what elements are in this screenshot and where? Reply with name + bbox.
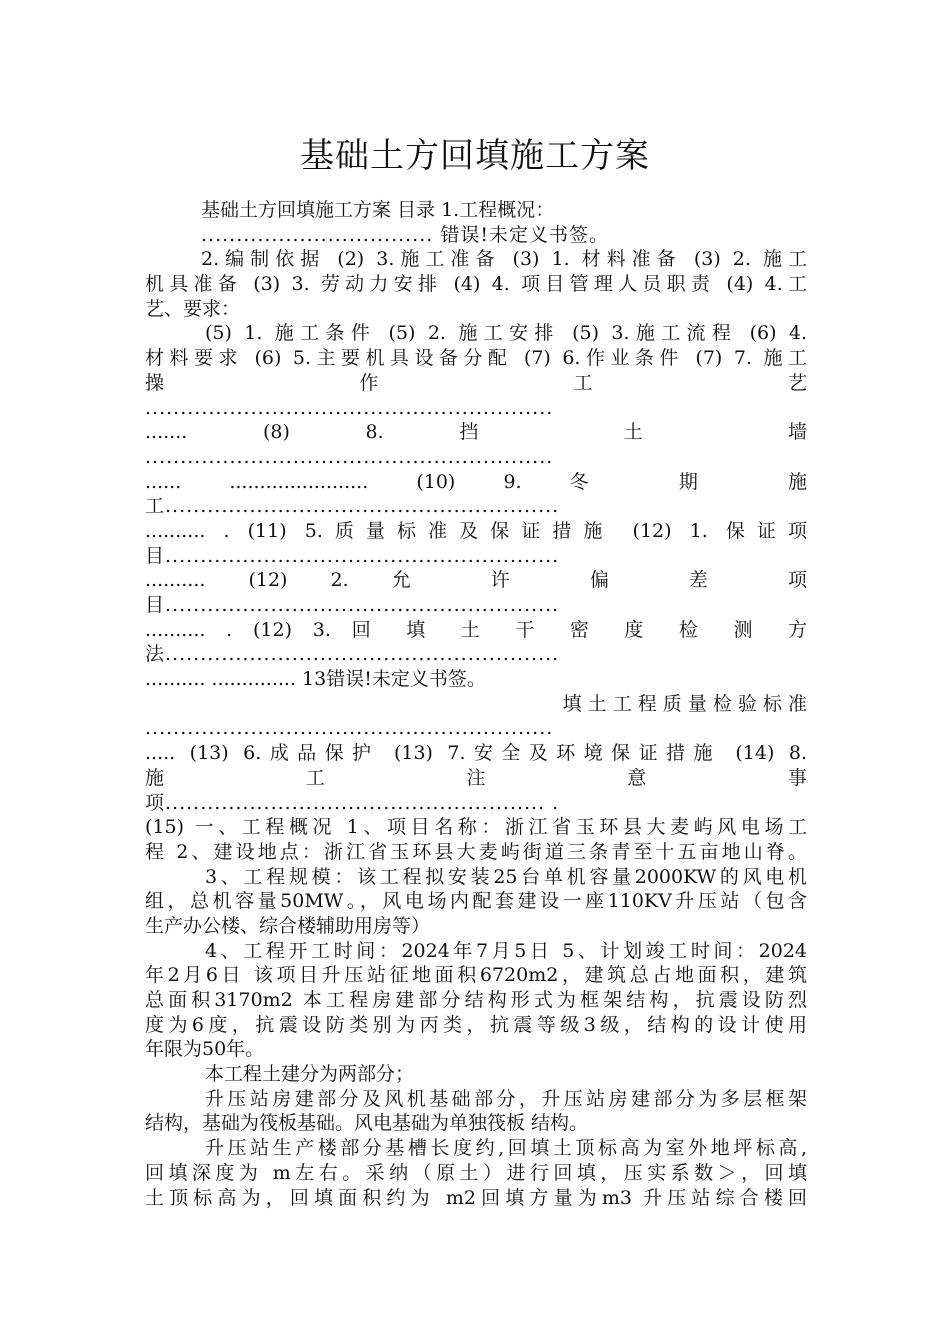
toc-line: 基础土方回填施工方案 目录 1.工程概况：	[201, 199, 555, 221]
toc-line: 艺、要求：	[145, 297, 241, 320]
toc-line: ..........................................................	[145, 396, 554, 419]
toc-line: 操 作 工 艺	[145, 371, 807, 394]
toc-line: 项...................................................... .	[145, 791, 560, 814]
toc-line: 法........................................................	[145, 643, 560, 666]
body-line: 本工程土建分为两部分；	[205, 1063, 415, 1086]
body-line: 年限为50年。	[145, 1038, 265, 1061]
toc-line: .......... (12) 2. 允 许 偏 差 项	[145, 569, 807, 592]
body-line: 4、工程开工时间：2024年7月5日 5、计划竣工时间：2024	[205, 939, 807, 962]
toc-line: ..... (13) 6.成品保护 (13) 7.安全及环境保证措施 (14) 8.	[145, 742, 807, 765]
toc-line: .......... . (12) 3. 回 填 土 干 密 度 检 测 方	[145, 618, 807, 641]
toc-line: 目........................................................	[145, 544, 560, 567]
toc-line: (5) 1. 施工条件 (5) 2. 施工安排 (5) 3.施工流程 (6) 4.	[205, 322, 807, 345]
toc-line: 工........................................................	[145, 495, 560, 518]
toc-line: ................................. 错误!未定义书签。	[201, 223, 609, 246]
toc-line: .......... .............. 13错误!未定义书签。	[145, 668, 486, 691]
body-line: 3、工程规模：该工程拟安装25台单机容量2000KW的风电机	[205, 865, 807, 888]
toc-line: 目........................................................	[145, 594, 560, 616]
body-line: 程 2、建设地点：浙江省玉环县大麦屿街道三条青至十五亩地山脊。	[145, 840, 807, 863]
toc-line: ..........................................................	[145, 445, 554, 468]
body-line: 升压站房建部分及风机基础部分，升压站房建部分为多层框架	[205, 1087, 807, 1110]
document-title: 基础土方回填施工方案	[300, 136, 650, 176]
body-line: 升压站生产楼部分基槽长度约,回填土顶标高为室外地坪标高,	[205, 1137, 807, 1160]
body-line: 总面积3170m2 本工程房建部分结构形式为框架结构，抗震设防烈	[145, 989, 807, 1011]
toc-line: 2.编制依据 (2) 3.施工准备 (3) 1. 材料准备 (3) 2. 施工	[201, 248, 807, 271]
body-line: 组，总机容量50MW。，风电场内配套建设一座110KV升压站（包含	[145, 890, 807, 913]
toc-line: ..........................................................	[145, 717, 554, 740]
body-line: 结构，基础为筏板基础。风电基础为单独筏板 结构。	[145, 1112, 589, 1135]
toc-line: ...... ....................... (10) 9. 冬 期 施	[145, 470, 807, 493]
toc-line: 机具准备 (3) 3. 劳动力安排 (4) 4. 项目管理人员职责 (4) 4.工	[145, 273, 807, 296]
body-line: (15) 一、工程概况 1、项目名称：浙江省玉环县大麦屿风电场工	[145, 816, 807, 839]
body-line: 回填深度为 m左右。采纳（原土）进行回填，压实系数＞，回填	[145, 1161, 807, 1184]
body-line: 度为6度，抗震设防类别为丙类，抗震等级3级，结构的设计使用	[145, 1013, 807, 1036]
toc-line: ....... (8) 8. 挡 土 墙	[145, 421, 807, 444]
body-line: 生产办公楼、综合楼辅助用房等）	[145, 914, 431, 937]
body-line: 年2月6日 该项目升压站征地面积6720m2，建筑总占地面积，建筑	[145, 964, 807, 987]
toc-line: 施 工 注 意 事	[145, 766, 807, 789]
toc-line: 填 土 工 程 质 量 检 验 标 准	[562, 692, 807, 715]
toc-line: .......... . (11) 5.质量标准及保证措施 (12) 1. 保证项	[145, 519, 807, 542]
body-line: 土顶标高为，回填面积约为 m2回填方量为m3 升压站综合楼回	[145, 1186, 807, 1209]
document-body	[145, 198, 807, 1210]
toc-line: 材料要求 (6) 5.主要机具设备分配 (7) 6.作业条件 (7) 7. 施工	[145, 347, 807, 370]
